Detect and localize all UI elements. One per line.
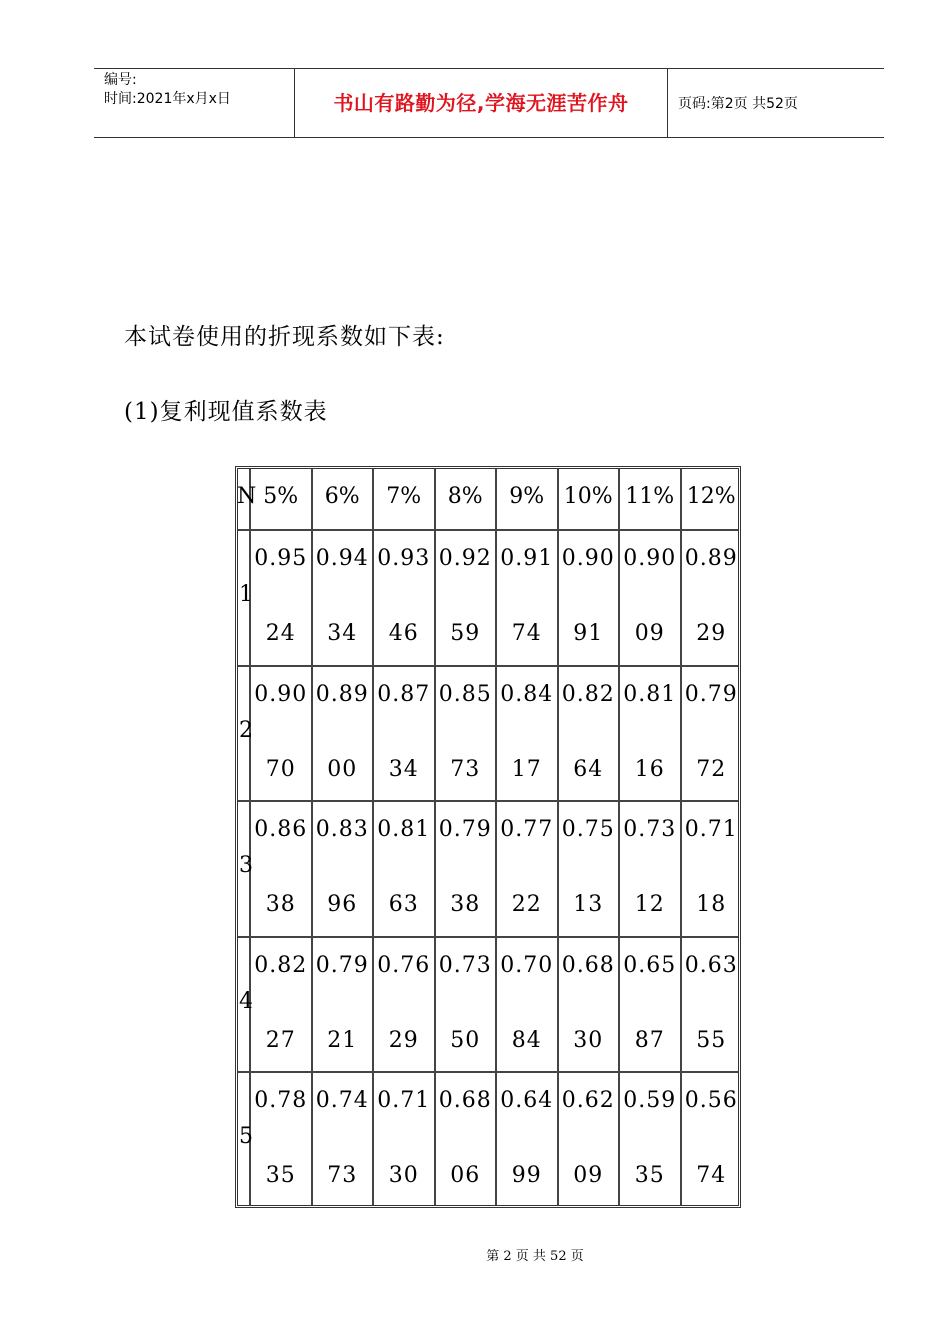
table-cell [558,666,620,802]
cell-value-line1: 0.77 [500,817,554,842]
cell-value-line2: 27 [265,1027,296,1053]
cell-value-line1: 0.74 [315,1088,369,1113]
table-cell [496,666,558,802]
table-cell [373,530,435,666]
page-footer: 第 2 页 共 52 页 [486,1249,584,1264]
table-cell [681,530,743,666]
cell-value-line1: 0.91 [500,546,554,571]
cell-value-line2: 30 [573,1027,604,1053]
cell-value-line2: 87 [634,1027,665,1053]
cell-value-line2: 00 [327,756,358,782]
cell-value-line1: 0.84 [500,681,554,707]
corner-header: N [237,484,257,509]
row-label: 1 [239,582,253,607]
cell-value-line1: 0.73 [438,952,492,978]
cell-value-line1: 0.78 [254,1088,308,1113]
column-header: 12% [686,484,736,509]
cell-value-line2: 35 [265,1163,296,1188]
cell-value-line2: 70 [265,756,296,782]
cell-value-line2: 13 [573,892,604,917]
present-value-table [235,466,741,1208]
table-cell [496,530,558,666]
column-header: 11% [625,484,675,509]
cell-value-line1: 0.62 [561,1088,615,1113]
cell-value-line2: 06 [450,1163,481,1188]
table-cell [312,666,374,802]
cell-value-line2: 30 [388,1163,419,1188]
cell-value-line2: 38 [450,892,481,917]
cell-value-line1: 0.79 [438,817,492,842]
header-meta [104,71,231,109]
table-cell [558,1072,620,1208]
table-cell [496,801,558,937]
table-cell [435,1072,497,1208]
cell-value-line2: 50 [450,1027,481,1053]
row-label: 2 [239,717,253,743]
table-cell [250,1072,312,1208]
cell-value-line2: 74 [696,1163,727,1188]
cell-value-line1: 0.86 [254,817,308,842]
cell-value-line1: 0.92 [438,546,492,571]
cell-value-line1: 0.81 [623,681,677,707]
table-cell [435,530,497,666]
cell-value-line2: 91 [573,621,604,646]
cell-value-line1: 0.90 [623,546,677,571]
cell-value-line1: 0.64 [500,1088,554,1113]
cell-value-line1: 0.85 [438,681,492,707]
table-cell [496,937,558,1073]
cell-value-line2: 18 [696,892,727,917]
cell-value-line1: 0.94 [315,546,369,571]
cell-value-line1: 0.90 [561,546,615,571]
table-subtitle: (1)复利现值系数表 [124,399,328,425]
cell-value-line2: 16 [634,756,665,782]
cell-value-line2: 09 [573,1163,604,1188]
table-cell [435,666,497,802]
cell-value-line1: 0.90 [254,681,308,707]
column-header: 6% [324,484,360,509]
table-cell [250,937,312,1073]
row-label: 5 [239,1124,253,1149]
table-cell [619,666,681,802]
cell-value-line2: 59 [450,621,481,646]
cell-value-line2: 99 [511,1163,542,1188]
table-cell [681,666,743,802]
table-cell [558,530,620,666]
cell-value-line1: 0.68 [438,1088,492,1113]
cell-value-line2: 64 [573,756,604,782]
table-cell [619,937,681,1073]
cell-value-line1: 0.56 [684,1088,738,1113]
cell-value-line1: 0.68 [561,952,615,978]
table-cell [681,801,743,937]
cell-value-line2: 29 [696,621,727,646]
table-grid [238,469,738,1205]
table-cell [250,666,312,802]
cell-value-line2: 55 [696,1027,727,1053]
table-cell [250,530,312,666]
number-label: 编号: [104,72,137,88]
table-cell [681,937,743,1073]
cell-value-line2: 46 [388,621,419,646]
cell-value-line2: 96 [327,892,358,917]
table-cell [558,937,620,1073]
cell-value-line2: 84 [511,1027,542,1053]
table-cell [558,801,620,937]
cell-value-line1: 0.75 [561,817,615,842]
table-cell [373,937,435,1073]
cell-value-line1: 0.70 [500,952,554,978]
cell-value-line1: 0.63 [684,952,738,978]
cell-value-line1: 0.82 [254,952,308,978]
cell-value-line2: 29 [388,1027,419,1053]
intro-text: 本试卷使用的折现系数如下表: [124,324,445,350]
header-motto: 书山有路勤为径,学海无涯苦作舟 [333,91,629,115]
cell-value-line1: 0.59 [623,1088,677,1113]
cell-value-line1: 0.71 [377,1088,431,1113]
column-header: 8% [447,484,483,509]
table-cell [373,801,435,937]
column-header: 5% [263,484,299,509]
table-cell [619,801,681,937]
cell-value-line2: 17 [511,756,542,782]
header-page-label: 页码:第2页 共52页 [678,96,798,112]
cell-value-line2: 72 [696,756,727,782]
cell-value-line2: 73 [327,1163,358,1188]
table-cell [619,530,681,666]
table-cell [312,530,374,666]
cell-value-line1: 0.89 [684,546,738,571]
cell-value-line1: 0.73 [623,817,677,842]
cell-value-line1: 0.83 [315,817,369,842]
cell-value-line2: 34 [388,756,419,782]
cell-value-line1: 0.79 [684,681,738,707]
table-cell [312,937,374,1073]
row-label: 3 [239,853,253,878]
table-cell [681,1072,743,1208]
cell-value-line1: 0.76 [377,952,431,978]
table-cell [312,801,374,937]
cell-value-line1: 0.81 [377,817,431,842]
header-divider [667,69,668,137]
cell-value-line2: 74 [511,621,542,646]
cell-value-line2: 34 [327,621,358,646]
column-header: 10% [563,484,613,509]
cell-value-line1: 0.93 [377,546,431,571]
table-cell [496,1072,558,1208]
cell-value-line2: 09 [634,621,665,646]
cell-value-line2: 63 [388,892,419,917]
cell-value-line2: 21 [327,1027,358,1053]
cell-value-line2: 12 [634,892,665,917]
column-header: 9% [509,484,545,509]
table-cell [435,937,497,1073]
table-cell [250,801,312,937]
table-cell [373,1072,435,1208]
cell-value-line1: 0.89 [315,681,369,707]
table-cell [312,1072,374,1208]
cell-value-line2: 24 [265,621,296,646]
time-label: 时间:2021年x月x日 [104,91,231,107]
cell-value-line2: 22 [511,892,542,917]
cell-value-line1: 0.87 [377,681,431,707]
column-header: 7% [386,484,422,509]
cell-value-line1: 0.79 [315,952,369,978]
cell-value-line1: 0.71 [684,817,738,842]
row-label: 4 [239,988,253,1014]
cell-value-line1: 0.95 [254,546,308,571]
table-cell [373,666,435,802]
cell-value-line1: 0.82 [561,681,615,707]
cell-value-line1: 0.65 [623,952,677,978]
cell-value-line2: 73 [450,756,481,782]
page-header [94,68,884,138]
cell-value-line2: 35 [634,1163,665,1188]
table-cell [619,1072,681,1208]
table-cell [435,801,497,937]
cell-value-line2: 38 [265,892,296,917]
